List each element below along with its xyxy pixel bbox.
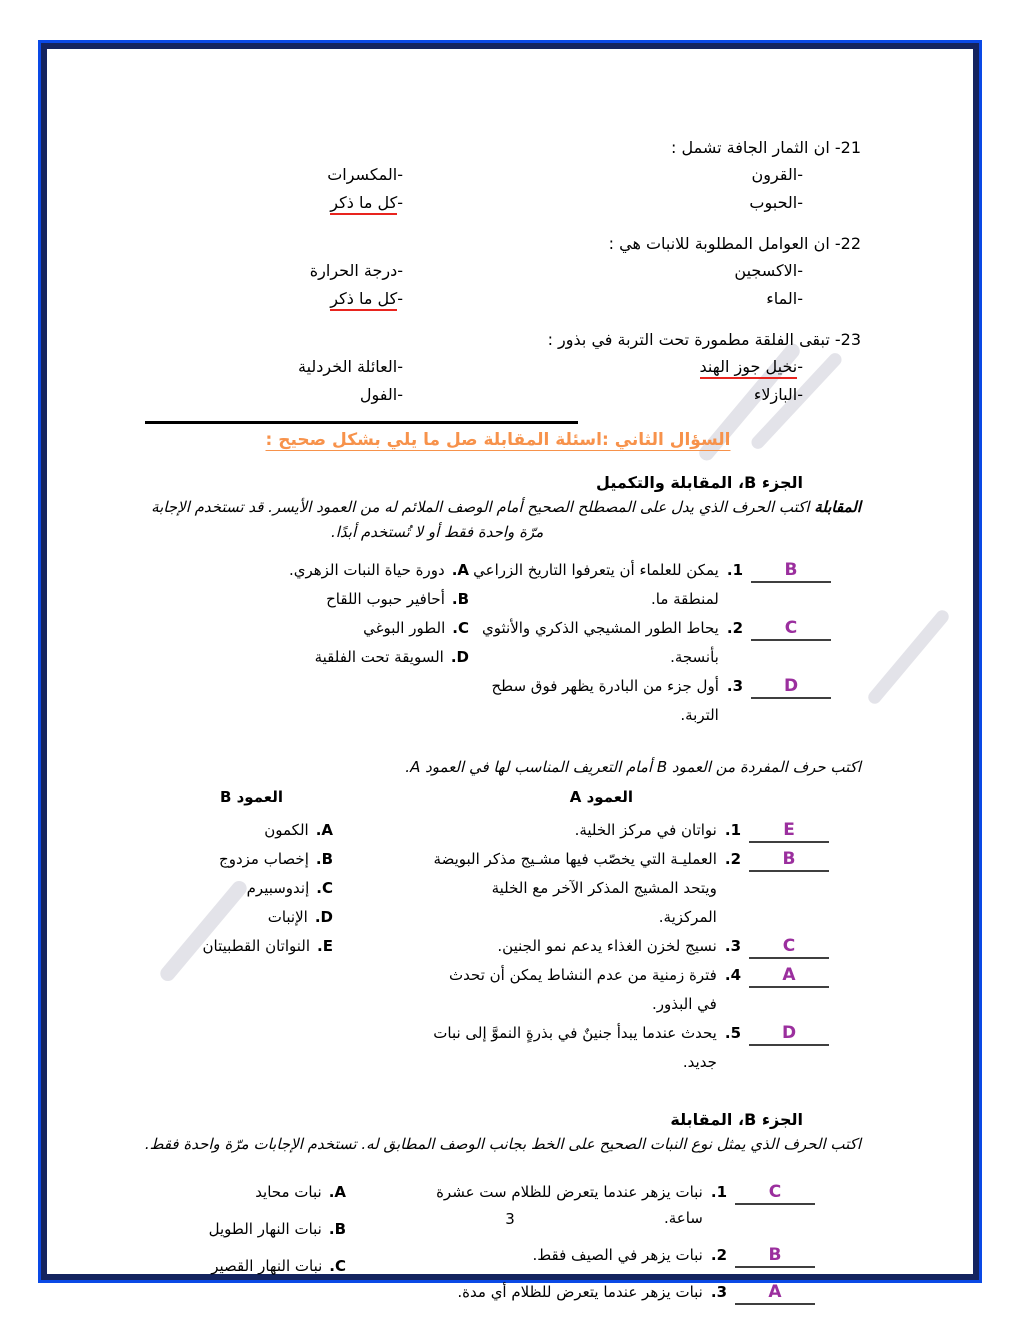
option-letter: C. <box>329 1257 346 1275</box>
answer-blank <box>749 818 829 843</box>
match-item <box>411 1242 815 1268</box>
question-21 <box>135 137 861 217</box>
item-text: نواتان في مركز الخلية. <box>574 821 717 839</box>
option-text: الكمون <box>264 821 309 839</box>
option-dash: - <box>797 289 803 308</box>
answer-letter: D <box>783 676 799 696</box>
option-dash: - <box>397 193 403 212</box>
option <box>135 189 403 217</box>
option-text: نبات النهار الطويل <box>208 1220 322 1238</box>
part1-matching <box>135 556 861 730</box>
item-number: 4. <box>724 966 741 984</box>
answer-blank <box>749 934 829 959</box>
item-number: 3. <box>710 1283 727 1301</box>
question-21-options-row-1 <box>135 161 861 189</box>
part2-instruction: اكتب حرف المفردة من العمود B أمام التعريف المناسب لها في العمود A. <box>405 758 861 776</box>
option-label: الحبوب <box>749 193 798 212</box>
option-text: دورة حياة النبات الزهري. <box>288 561 445 579</box>
option-text: أحافير حبوب اللقاح <box>326 590 445 608</box>
option-label: القرون <box>751 165 798 184</box>
match-item <box>433 932 829 961</box>
question-22-options-row-1 <box>135 257 861 285</box>
option-dash: - <box>797 165 803 184</box>
option-letter: B. <box>451 590 469 608</box>
question-23-text: 23- تبقى الفلقة مطمورة تحت التربة في بذور : <box>547 330 861 349</box>
answer-letter: D <box>781 1023 797 1043</box>
answer-letter: C <box>784 618 798 638</box>
item-text: نبات يزهر في الصيف فقط. <box>532 1246 703 1264</box>
page-content <box>47 49 973 1302</box>
item-number: 3. <box>726 677 743 695</box>
match-item <box>469 672 831 730</box>
option-label: المكسرات <box>327 165 398 184</box>
question-22-text: 22- ان العوامل المطلوبة للانبات هي : <box>608 234 861 253</box>
option <box>135 381 403 409</box>
item-text: نبات يزهر عندما يتعرض للظلام ست عشرة ساعة. <box>436 1183 703 1227</box>
item-text: يحاط الطور المشيجي الذكري والأنثوي بأنسجة. <box>482 619 719 666</box>
option-dash: - <box>397 289 403 308</box>
option-dash: - <box>797 357 803 376</box>
option-text: إخصاب مزدوج <box>219 850 309 868</box>
answer-blank <box>751 616 831 641</box>
match-option <box>135 614 469 643</box>
item-number: 1. <box>724 821 741 839</box>
match-item <box>433 845 829 932</box>
column-a-header: العمود A <box>569 788 633 806</box>
answer-blank <box>735 1180 815 1205</box>
option-dash: - <box>397 165 403 184</box>
question-21-options-row-2 <box>135 189 861 217</box>
option-dash: - <box>397 357 403 376</box>
answer-letter: A <box>768 1282 782 1302</box>
part1-instruction-rest: اكتب الحرف الذي يدل على المصطلح الصحيح أمام الوصف الملائم له من العمود الأيسر. قد تستخدم الإجابة <box>151 498 810 516</box>
option-text: النواتان القطبيتان <box>202 937 311 955</box>
match-option <box>135 1253 346 1279</box>
match-option <box>135 585 469 614</box>
option-text: الطور البوغي <box>363 619 446 637</box>
option <box>403 285 861 313</box>
answer-letter: C <box>782 936 796 956</box>
option-text: نبات النهار القصير <box>211 1257 323 1275</box>
answer-letter: B <box>768 1245 782 1265</box>
option-label-underlined-answer: نخيل جوز الهند <box>700 357 798 379</box>
item-text: أول جزء من البادرة يظهر فوق سطح التربة. <box>491 677 719 724</box>
option-label: البازلاء <box>753 385 798 404</box>
part3-heading: الجزء B، المقابلة <box>670 1110 803 1129</box>
answer-letter: E <box>783 820 795 840</box>
item-text: يمكن للعلماء أن يتعرفوا التاريخ الزراعي لمنطقة ما. <box>473 561 719 608</box>
match-option <box>135 1179 346 1205</box>
option-letter: A. <box>451 561 469 579</box>
match-option <box>135 932 333 961</box>
match-item <box>433 961 829 1019</box>
match-item <box>469 556 831 614</box>
part3-options <box>135 1179 411 1290</box>
option-letter: E. <box>317 937 333 955</box>
option <box>403 257 861 285</box>
option <box>403 381 861 409</box>
answer-blank <box>751 674 831 699</box>
item-text: نسيج لخزن الغذاء يدعم نمو الجنين. <box>497 937 717 955</box>
option-label-underlined-answer: كل ما ذكر <box>330 289 397 311</box>
part2-items <box>433 816 861 1077</box>
option-label: درجة الحرارة <box>309 261 398 280</box>
option-text: الإنبات <box>267 908 308 926</box>
option-letter: A. <box>328 1183 346 1201</box>
answer-letter: C <box>768 1182 782 1202</box>
option-label: العائلة الخردلية <box>298 357 398 376</box>
page-border-inner <box>41 43 979 1302</box>
option-text: السويقة تحت الفلقية <box>314 648 444 666</box>
page-border-outer <box>38 40 982 1302</box>
match-option <box>135 903 333 932</box>
match-item <box>411 1279 815 1305</box>
option <box>403 161 861 189</box>
option <box>135 257 403 285</box>
match-item <box>469 614 831 672</box>
part2-matching <box>135 816 861 1077</box>
option-dash: - <box>397 385 403 404</box>
item-text: يحدث عندما يبدأ جنينٌ في بذرةٍ النموَّ إلى نبات جديد. <box>433 1024 717 1071</box>
answer-blank <box>749 847 829 872</box>
option-label-underlined-answer: كل ما ذكر <box>330 193 397 215</box>
section-divider-line <box>145 421 578 424</box>
match-option <box>135 874 333 903</box>
option-dash: - <box>397 261 403 280</box>
option-letter: D. <box>450 648 469 666</box>
question-21-text: 21- ان الثمار الجافة تشمل : <box>671 138 861 157</box>
page-number: 3 <box>505 1210 515 1228</box>
answer-letter: A <box>782 965 796 985</box>
answer-letter: B <box>784 560 798 580</box>
option-letter: D. <box>314 908 333 926</box>
answer-blank <box>751 558 831 583</box>
match-option <box>135 643 469 672</box>
item-number: 2. <box>710 1246 727 1264</box>
option-label: الفول <box>359 385 398 404</box>
question-23-options-row-2 <box>135 381 861 409</box>
option <box>135 161 403 189</box>
answer-blank <box>735 1280 815 1305</box>
option-letter: C. <box>316 879 333 897</box>
item-number: 1. <box>710 1183 727 1201</box>
option-letter: A. <box>315 821 333 839</box>
column-b-header: العمود B <box>219 788 283 806</box>
part1-heading: الجزء B، المقابلة والتكميل <box>596 473 803 492</box>
part3-instruction: اكتب الحرف الذي يمثل نوع النبات الصحيح على الخط بجانب الوصف المطابق له. تستخدم الإجابات مرّة واحدة فقط. <box>144 1135 861 1153</box>
option-label: الاكسجين <box>734 261 798 280</box>
option-text: نبات محايد <box>255 1183 322 1201</box>
option-letter: C. <box>452 619 469 637</box>
option-dash: - <box>797 193 803 212</box>
item-text: فترة زمنية من عدم النشاط يمكن أن تحدث في البذور. <box>449 966 717 1013</box>
answer-letter: B <box>782 849 796 869</box>
item-number: 3. <box>724 937 741 955</box>
option-dash: - <box>797 385 803 404</box>
option-label: الماء <box>766 289 798 308</box>
part1-items <box>469 556 861 730</box>
match-item <box>433 816 829 845</box>
option <box>403 189 861 217</box>
part3-matching <box>135 1179 861 1316</box>
part1-instruction-lead: المقابلة <box>814 498 861 516</box>
question-23-options-row-1 <box>135 353 861 381</box>
item-number: 1. <box>726 561 743 579</box>
option-dash: - <box>797 261 803 280</box>
option-letter: B. <box>328 1220 346 1238</box>
option <box>135 353 403 381</box>
option <box>135 285 403 313</box>
answer-blank <box>749 963 829 988</box>
part2-options <box>135 816 433 961</box>
part1-instruction-line1 <box>135 494 861 520</box>
item-text: العمليـة التي يخصّب فيها مشـيج مذكر البويضة ويتحد المشيج المذكر الآخر مع الخلية المركزية. <box>433 850 717 926</box>
option-text: إندوسبيرم <box>246 879 310 897</box>
match-option <box>135 816 333 845</box>
item-number: 2. <box>724 850 741 868</box>
question-23 <box>135 329 861 409</box>
option-letter: B. <box>315 850 333 868</box>
option <box>403 353 861 381</box>
answer-blank <box>749 1021 829 1046</box>
question-22-options-row-2 <box>135 285 861 313</box>
item-text: نبات يزهر عندما يتعرض للظلام أي مدة. <box>457 1283 703 1301</box>
item-number: 5. <box>724 1024 741 1042</box>
answer-blank <box>735 1243 815 1268</box>
match-option <box>135 556 469 585</box>
item-number: 2. <box>726 619 743 637</box>
part3-items <box>411 1179 861 1316</box>
part1-instruction-line2: مرّة واحدة فقط أو لا تُستخدم أبدًا. <box>331 523 544 541</box>
part1-options <box>135 556 469 672</box>
match-option <box>135 845 333 874</box>
question-22 <box>135 233 861 313</box>
part2-column-headers <box>135 786 861 808</box>
section-2-title: السؤال الثاني :اسئلة المقابلة صل ما يلي بشكل صحيح : <box>265 430 731 450</box>
match-item <box>433 1019 829 1077</box>
